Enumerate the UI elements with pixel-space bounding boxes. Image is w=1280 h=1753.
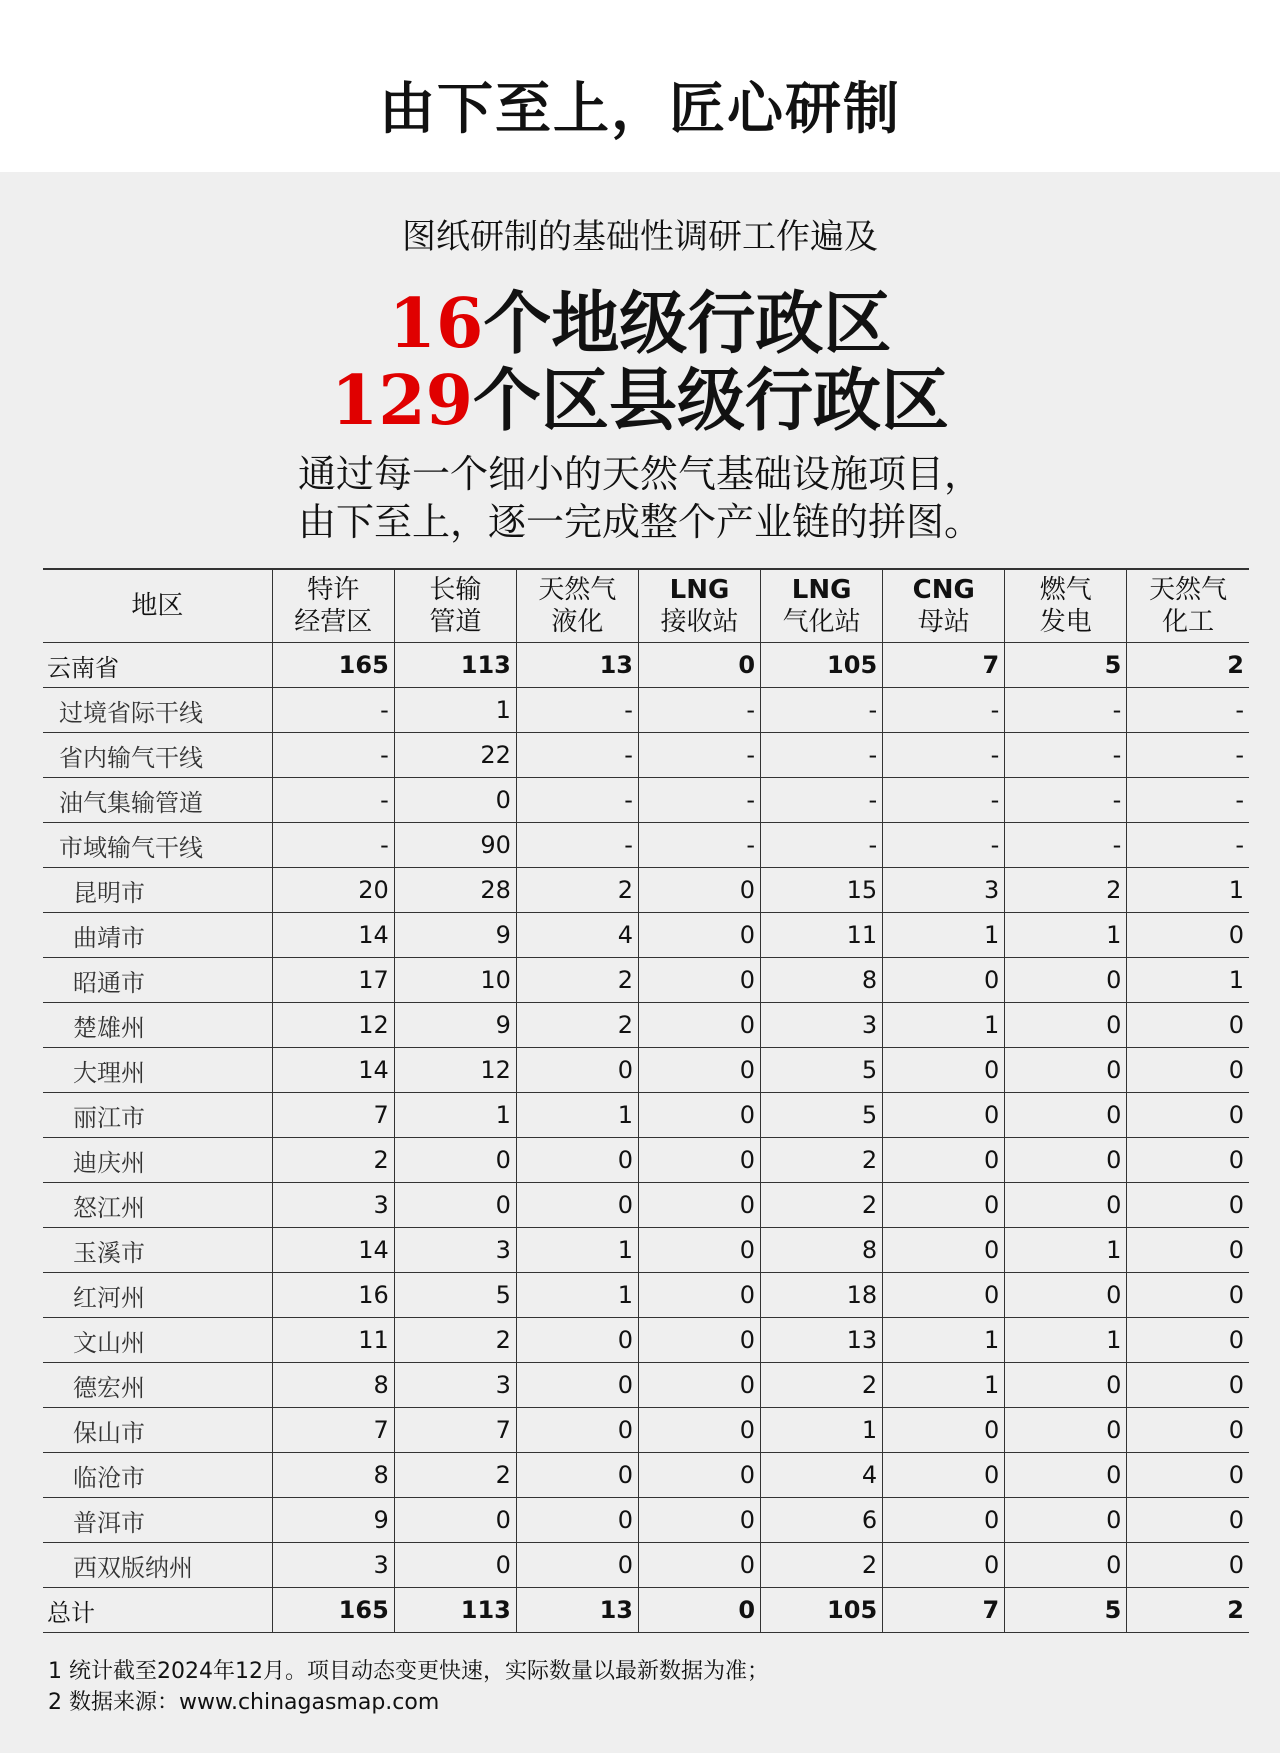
value-cell: - bbox=[1005, 778, 1127, 823]
value-cell: 15 bbox=[761, 868, 883, 913]
value-cell: 0 bbox=[638, 1318, 760, 1363]
value-cell: 0 bbox=[516, 1048, 638, 1093]
value-cell: 0 bbox=[516, 1138, 638, 1183]
value-cell: 0 bbox=[1127, 1543, 1249, 1588]
value-cell: 0 bbox=[1127, 1273, 1249, 1318]
intro-description bbox=[0, 450, 1280, 546]
value-cell: 0 bbox=[1005, 1543, 1127, 1588]
value-cell: 2 bbox=[1127, 643, 1249, 688]
value-cell: - bbox=[1005, 733, 1127, 778]
value-cell: 1 bbox=[1005, 1318, 1127, 1363]
value-cell: - bbox=[516, 733, 638, 778]
value-cell: 1 bbox=[1127, 868, 1249, 913]
value-cell: 1 bbox=[394, 1093, 516, 1138]
value-cell: 0 bbox=[1005, 1408, 1127, 1453]
footnote-1: 1 统计截至2024年12月。项目动态变更快速，实际数量以最新数据为准； bbox=[48, 1659, 769, 1684]
table-row bbox=[43, 1318, 1249, 1363]
region-cell: 迪庆州 bbox=[43, 1138, 272, 1183]
value-cell: 0 bbox=[883, 1453, 1005, 1498]
table-row bbox=[43, 1273, 1249, 1318]
column-header-line-1: LNG bbox=[791, 575, 852, 605]
value-cell: 1 bbox=[1127, 958, 1249, 1003]
value-cell: - bbox=[761, 688, 883, 733]
value-cell: 0 bbox=[394, 1498, 516, 1543]
value-cell: 0 bbox=[638, 1498, 760, 1543]
region-cell: 昆明市 bbox=[43, 868, 272, 913]
value-cell: - bbox=[272, 688, 394, 733]
value-cell: 5 bbox=[761, 1093, 883, 1138]
value-cell: 0 bbox=[1005, 958, 1127, 1003]
column-header-line-1: CNG bbox=[912, 575, 975, 605]
value-cell: 0 bbox=[1005, 1138, 1127, 1183]
region-cell: 文山州 bbox=[43, 1318, 272, 1363]
column-header-line-1: LNG bbox=[669, 575, 730, 605]
column-header bbox=[394, 569, 516, 643]
value-cell: 1 bbox=[883, 913, 1005, 958]
value-cell: 4 bbox=[761, 1453, 883, 1498]
value-cell: 0 bbox=[638, 913, 760, 958]
value-cell: 20 bbox=[272, 868, 394, 913]
region-cell: 过境省际干线 bbox=[43, 688, 272, 733]
prefecture-label: 个地级行政区 bbox=[483, 285, 892, 364]
value-cell: 0 bbox=[1005, 1048, 1127, 1093]
table-row bbox=[43, 643, 1249, 688]
page-title: 由下至上，匠心研制 bbox=[379, 77, 901, 142]
region-cell: 曲靖市 bbox=[43, 913, 272, 958]
value-cell: - bbox=[1005, 688, 1127, 733]
value-cell: 3 bbox=[761, 1003, 883, 1048]
value-cell: 11 bbox=[761, 913, 883, 958]
table-row bbox=[43, 1453, 1249, 1498]
column-header bbox=[1005, 569, 1127, 643]
value-cell: - bbox=[883, 778, 1005, 823]
value-cell: 2 bbox=[1005, 868, 1127, 913]
facility-stats-table bbox=[43, 568, 1249, 1633]
value-cell: 0 bbox=[883, 1408, 1005, 1453]
column-header bbox=[638, 569, 760, 643]
value-cell: 0 bbox=[1005, 1453, 1127, 1498]
value-cell: 0 bbox=[638, 1138, 760, 1183]
column-header bbox=[883, 569, 1005, 643]
value-cell: 3 bbox=[272, 1183, 394, 1228]
value-cell: 1 bbox=[883, 1318, 1005, 1363]
value-cell: 9 bbox=[394, 1003, 516, 1048]
value-cell: - bbox=[638, 733, 760, 778]
value-cell: 7 bbox=[883, 1588, 1005, 1633]
value-cell: 0 bbox=[883, 1048, 1005, 1093]
value-cell: 1 bbox=[394, 688, 516, 733]
table-row bbox=[43, 778, 1249, 823]
prefecture-count: 16 bbox=[388, 284, 484, 364]
value-cell: 0 bbox=[516, 1453, 638, 1498]
county-label: 个区县级行政区 bbox=[472, 362, 949, 441]
value-cell: 7 bbox=[272, 1408, 394, 1453]
column-header-line-2: 发电 bbox=[1039, 607, 1092, 637]
value-cell: 5 bbox=[1005, 643, 1127, 688]
value-cell: 22 bbox=[394, 733, 516, 778]
value-cell: 0 bbox=[516, 1408, 638, 1453]
value-cell: - bbox=[516, 778, 638, 823]
value-cell: 12 bbox=[272, 1003, 394, 1048]
value-cell: 0 bbox=[516, 1318, 638, 1363]
value-cell: - bbox=[272, 778, 394, 823]
value-cell: 0 bbox=[638, 1048, 760, 1093]
value-cell: - bbox=[761, 778, 883, 823]
value-cell: 0 bbox=[883, 1138, 1005, 1183]
value-cell: 5 bbox=[394, 1273, 516, 1318]
value-cell: 1 bbox=[761, 1408, 883, 1453]
value-cell: 28 bbox=[394, 868, 516, 913]
value-cell: 0 bbox=[1127, 1498, 1249, 1543]
value-cell: 0 bbox=[516, 1543, 638, 1588]
county-count: 129 bbox=[331, 361, 473, 441]
value-cell: - bbox=[883, 733, 1005, 778]
value-cell: 13 bbox=[516, 1588, 638, 1633]
region-cell: 省内输气干线 bbox=[43, 733, 272, 778]
region-cell: 楚雄州 bbox=[43, 1003, 272, 1048]
value-cell: 0 bbox=[638, 1408, 760, 1453]
value-cell: 2 bbox=[516, 958, 638, 1003]
description-line-2: 由下至上，逐一完成整个产业链的拼图。 bbox=[297, 500, 982, 544]
column-header-line-1: 天然气 bbox=[1149, 575, 1228, 605]
value-cell: 8 bbox=[272, 1453, 394, 1498]
region-cell: 丽江市 bbox=[43, 1093, 272, 1138]
value-cell: 7 bbox=[883, 643, 1005, 688]
value-cell: 0 bbox=[1127, 1003, 1249, 1048]
value-cell: 165 bbox=[272, 1588, 394, 1633]
value-cell: 4 bbox=[516, 913, 638, 958]
value-cell: 0 bbox=[638, 643, 760, 688]
value-cell: 0 bbox=[1005, 1003, 1127, 1048]
table-row bbox=[43, 1183, 1249, 1228]
region-cell: 临沧市 bbox=[43, 1453, 272, 1498]
value-cell: 2 bbox=[1127, 1588, 1249, 1633]
value-cell: 2 bbox=[761, 1363, 883, 1408]
value-cell: - bbox=[272, 823, 394, 868]
value-cell: 3 bbox=[394, 1228, 516, 1273]
value-cell: 0 bbox=[1127, 1318, 1249, 1363]
table-row bbox=[43, 688, 1249, 733]
value-cell: 0 bbox=[394, 1138, 516, 1183]
value-cell: 0 bbox=[1127, 1453, 1249, 1498]
header bbox=[0, 0, 1280, 172]
value-cell: 0 bbox=[516, 1498, 638, 1543]
column-header-line-2: 母站 bbox=[917, 607, 970, 637]
region-cell: 红河州 bbox=[43, 1273, 272, 1318]
region-cell: 西双版纳州 bbox=[43, 1543, 272, 1588]
value-cell: 8 bbox=[272, 1363, 394, 1408]
value-cell: 10 bbox=[394, 958, 516, 1003]
value-cell: - bbox=[1127, 823, 1249, 868]
region-cell: 怒江州 bbox=[43, 1183, 272, 1228]
value-cell: 9 bbox=[272, 1498, 394, 1543]
region-cell: 油气集输管道 bbox=[43, 778, 272, 823]
value-cell: 0 bbox=[394, 1543, 516, 1588]
value-cell: 12 bbox=[394, 1048, 516, 1093]
value-cell: 0 bbox=[883, 1093, 1005, 1138]
value-cell: 14 bbox=[272, 913, 394, 958]
value-cell: 0 bbox=[883, 958, 1005, 1003]
value-cell: 18 bbox=[761, 1273, 883, 1318]
value-cell: 0 bbox=[394, 1183, 516, 1228]
value-cell: 90 bbox=[394, 823, 516, 868]
value-cell: 0 bbox=[1127, 1138, 1249, 1183]
value-cell: 0 bbox=[883, 1543, 1005, 1588]
value-cell: 3 bbox=[272, 1543, 394, 1588]
region-cell: 保山市 bbox=[43, 1408, 272, 1453]
table-row bbox=[43, 1408, 1249, 1453]
table-row bbox=[43, 913, 1249, 958]
value-cell: 0 bbox=[638, 1093, 760, 1138]
value-cell: - bbox=[1127, 688, 1249, 733]
value-cell: 0 bbox=[516, 1363, 638, 1408]
table-row bbox=[43, 1048, 1249, 1093]
value-cell: 0 bbox=[394, 778, 516, 823]
value-cell: 0 bbox=[516, 1183, 638, 1228]
table-row bbox=[43, 1093, 1249, 1138]
table-row bbox=[43, 733, 1249, 778]
value-cell: 2 bbox=[394, 1318, 516, 1363]
region-cell: 大理州 bbox=[43, 1048, 272, 1093]
column-header bbox=[43, 569, 272, 643]
value-cell: - bbox=[638, 778, 760, 823]
column-header-line-1: 燃气 bbox=[1039, 575, 1092, 605]
value-cell: 0 bbox=[1127, 1183, 1249, 1228]
description-line-1: 通过每一个细小的天然气基础设施项目， bbox=[297, 452, 982, 496]
column-header bbox=[1127, 569, 1249, 643]
column-header bbox=[272, 569, 394, 643]
value-cell: 0 bbox=[638, 868, 760, 913]
value-cell: 0 bbox=[638, 1543, 760, 1588]
value-cell: 0 bbox=[1005, 1363, 1127, 1408]
value-cell: 0 bbox=[1005, 1183, 1127, 1228]
value-cell: 13 bbox=[761, 1318, 883, 1363]
region-cell: 玉溪市 bbox=[43, 1228, 272, 1273]
value-cell: 14 bbox=[272, 1228, 394, 1273]
value-cell: 2 bbox=[761, 1183, 883, 1228]
value-cell: 0 bbox=[1127, 1228, 1249, 1273]
value-cell: 113 bbox=[394, 643, 516, 688]
value-cell: 1 bbox=[883, 1003, 1005, 1048]
value-cell: 0 bbox=[1127, 1048, 1249, 1093]
table-row bbox=[43, 1588, 1249, 1633]
value-cell: 0 bbox=[638, 1003, 760, 1048]
table-body bbox=[43, 643, 1249, 1633]
column-header-line-2: 液化 bbox=[551, 607, 604, 637]
value-cell: 0 bbox=[1005, 1093, 1127, 1138]
value-cell: - bbox=[883, 823, 1005, 868]
value-cell: - bbox=[1127, 733, 1249, 778]
value-cell: 0 bbox=[638, 1183, 760, 1228]
stat-headline bbox=[0, 286, 1280, 440]
table-row bbox=[43, 1003, 1249, 1048]
value-cell: 5 bbox=[761, 1048, 883, 1093]
region-cell: 市域输气干线 bbox=[43, 823, 272, 868]
column-header-line-1: 长输 bbox=[429, 575, 482, 605]
value-cell: 0 bbox=[1005, 1273, 1127, 1318]
value-cell: 105 bbox=[761, 1588, 883, 1633]
value-cell: 0 bbox=[883, 1228, 1005, 1273]
value-cell: 7 bbox=[272, 1093, 394, 1138]
value-cell: 3 bbox=[883, 868, 1005, 913]
value-cell: 2 bbox=[761, 1138, 883, 1183]
value-cell: 0 bbox=[883, 1183, 1005, 1228]
value-cell: 17 bbox=[272, 958, 394, 1003]
value-cell: 0 bbox=[638, 958, 760, 1003]
value-cell: 0 bbox=[638, 1363, 760, 1408]
value-cell: - bbox=[516, 688, 638, 733]
value-cell: 2 bbox=[394, 1453, 516, 1498]
table-row bbox=[43, 1498, 1249, 1543]
value-cell: 1 bbox=[516, 1228, 638, 1273]
value-cell: 16 bbox=[272, 1273, 394, 1318]
value-cell: 165 bbox=[272, 643, 394, 688]
value-cell: - bbox=[761, 733, 883, 778]
column-header-line-2: 气化站 bbox=[782, 607, 861, 637]
value-cell: 1 bbox=[516, 1093, 638, 1138]
footnotes bbox=[48, 1656, 769, 1718]
table-header-row bbox=[43, 569, 1249, 643]
region-cell: 普洱市 bbox=[43, 1498, 272, 1543]
value-cell: 0 bbox=[1127, 1363, 1249, 1408]
value-cell: 0 bbox=[638, 1453, 760, 1498]
column-header-line-1: 地区 bbox=[131, 591, 184, 621]
column-header bbox=[761, 569, 883, 643]
region-cell: 总计 bbox=[43, 1588, 272, 1633]
value-cell: 1 bbox=[883, 1363, 1005, 1408]
value-cell: - bbox=[516, 823, 638, 868]
value-cell: - bbox=[638, 688, 760, 733]
region-cell: 云南省 bbox=[43, 643, 272, 688]
value-cell: 1 bbox=[516, 1273, 638, 1318]
value-cell: 0 bbox=[638, 1273, 760, 1318]
value-cell: 11 bbox=[272, 1318, 394, 1363]
value-cell: 2 bbox=[272, 1138, 394, 1183]
column-header-line-2: 经营区 bbox=[294, 607, 373, 637]
intro-section bbox=[0, 172, 1280, 546]
value-cell: 2 bbox=[761, 1543, 883, 1588]
value-cell: 5 bbox=[1005, 1588, 1127, 1633]
value-cell: 113 bbox=[394, 1588, 516, 1633]
value-cell: 9 bbox=[394, 913, 516, 958]
value-cell: 3 bbox=[394, 1363, 516, 1408]
value-cell: 1 bbox=[1005, 913, 1127, 958]
column-header-line-2: 接收站 bbox=[660, 607, 739, 637]
value-cell: 0 bbox=[883, 1498, 1005, 1543]
column-header-line-1: 特许 bbox=[307, 575, 360, 605]
value-cell: 13 bbox=[516, 643, 638, 688]
table-row bbox=[43, 1363, 1249, 1408]
value-cell: - bbox=[1005, 823, 1127, 868]
value-cell: 0 bbox=[1005, 1498, 1127, 1543]
column-header bbox=[516, 569, 638, 643]
value-cell: 0 bbox=[883, 1273, 1005, 1318]
value-cell: - bbox=[883, 688, 1005, 733]
table-row bbox=[43, 1138, 1249, 1183]
intro-lead: 图纸研制的基础性调研工作遍及 bbox=[402, 217, 878, 257]
column-header-line-2: 管道 bbox=[429, 607, 482, 637]
region-cell: 昭通市 bbox=[43, 958, 272, 1003]
value-cell: 7 bbox=[394, 1408, 516, 1453]
value-cell: - bbox=[1127, 778, 1249, 823]
value-cell: 2 bbox=[516, 1003, 638, 1048]
table-row bbox=[43, 1228, 1249, 1273]
value-cell: 2 bbox=[516, 868, 638, 913]
table-row bbox=[43, 823, 1249, 868]
table-row bbox=[43, 1543, 1249, 1588]
value-cell: 0 bbox=[638, 1228, 760, 1273]
value-cell: 1 bbox=[1005, 1228, 1127, 1273]
value-cell: - bbox=[761, 823, 883, 868]
value-cell: 6 bbox=[761, 1498, 883, 1543]
value-cell: 0 bbox=[638, 1588, 760, 1633]
column-header-line-1: 天然气 bbox=[538, 575, 617, 605]
table-row bbox=[43, 958, 1249, 1003]
footnote-2: 2 数据来源：www.chinagasmap.com bbox=[48, 1690, 440, 1715]
region-cell: 德宏州 bbox=[43, 1363, 272, 1408]
value-cell: 0 bbox=[1127, 1093, 1249, 1138]
value-cell: 0 bbox=[1127, 1408, 1249, 1453]
value-cell: 0 bbox=[1127, 913, 1249, 958]
column-header-line-2: 化工 bbox=[1162, 607, 1215, 637]
value-cell: 105 bbox=[761, 643, 883, 688]
table-row bbox=[43, 868, 1249, 913]
value-cell: 14 bbox=[272, 1048, 394, 1093]
value-cell: - bbox=[638, 823, 760, 868]
value-cell: - bbox=[272, 733, 394, 778]
value-cell: 8 bbox=[761, 1228, 883, 1273]
value-cell: 8 bbox=[761, 958, 883, 1003]
